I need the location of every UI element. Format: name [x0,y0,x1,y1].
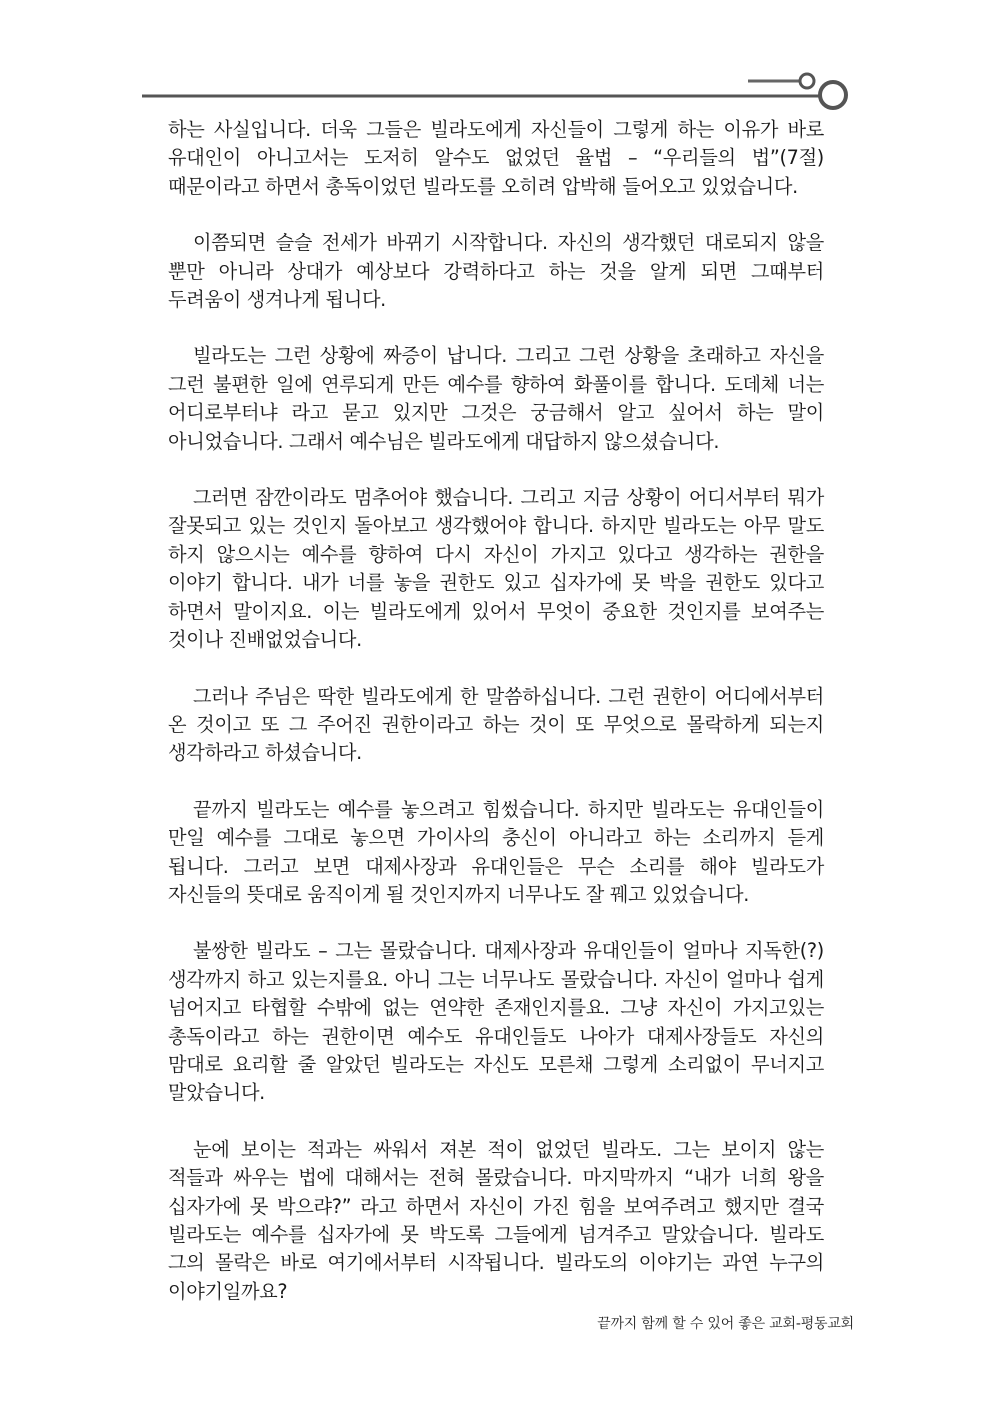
paragraph-2: 이쯤되면 슬슬 전세가 바뀌기 시작합니다. 자신의 생각했던 대로되지 않을 뿐만 아니라 상대가 예상보다 강력하다고 하는 것을 알게 되면 그때부터 두려움이 생겨나게 됩니다. [168,231,824,312]
paragraph-6: 끝까지 빌라도는 예수를 놓으려고 힘썼습니다. 하지만 빌라도는 유대인들이 만일 예수를 그대로 놓으면 가이사의 충신이 아니라고 하는 소리까지 듣게 됩니다. 그러고 보면 대제사장과 유대인들은 무슨 소리를 해야 빌라도가 자신들의 뜻대로 움직이게 될 것인지까지 너무나도 잘 꿰고 있었습니다. [168,797,824,906]
paragraph-1: 하는 사실입니다. 더욱 그들은 빌라도에게 자신들이 그렇게 하는 이유가 바로 유대인이 아니고서는 도저히 알수도 없었던 율법 – “우리들의 법”(7절) 때문이라고 하면서 총독이었던 빌라도를 오히려 압박해 들어오고 있었습니다. [168,118,824,198]
paragraph-8: 눈에 보이는 적과는 싸워서 져본 적이 없었던 빌라도. 그는 보이지 않는 적들과 싸우는 법에 대해서는 전혀 몰랐습니다. 마지막까지 “내가 너희 왕을 십자가에 못 박으랴?” 라고 하면서 자신이 가진 힘을 보여주려고 했지만 결국 빌라도는 예수를 십자가에 못 박도록 그들에게 넘겨주고 말았습니다. 빌라도 그의 몰락은 바로 여기에서부터 시작됩니다. 빌라도의 이야기는 과연 누구의 이야기일까요? [168,1137,824,1303]
header-rule-large-ring [820,82,846,108]
document-body [168,116,824,1334]
paragraph-7: 불쌍한 빌라도 – 그는 몰랐습니다. 대제사장과 유대인들이 얼마나 지독한(?) 생각까지 하고 있는지를요. 아니 그는 너무나도 몰랐습니다. 자신이 얼마나 쉽게 넘어지고 타협할 수밖에 없는 연약한 존재인지를요. 그냥 자신이 가지고있는 총독이라고 하는 권한이면 예수도 유대인들도 나아가 대제사장들도 자신의 맘대로 요리할 줄 알았던 빌라도는 자신도 모른채 그렇게 소리없이 무너지고 말았습니다. [168,939,824,1105]
paragraph-5: 그러나 주님은 딱한 빌라도에게 한 말씀하십니다. 그런 권한이 어디에서부터 온 것이고 또 그 주어진 권한이라고 하는 것이 또 무엇으로 몰락하게 되는지 생각하라고 하셨습니다. [168,684,824,765]
page-footer: 끝까지 함께 할 수 있어 좋은 교회-평동교회 [597,1316,854,1332]
header-rule-small-ring [800,74,814,88]
paragraph-4: 그러면 잠깐이라도 멈추어야 했습니다. 그리고 지금 상황이 어디서부터 뭐가 잘못되고 있는 것인지 돌아보고 생각했어야 합니다. 하지만 빌라도는 아무 말도 하지 않으시는 예수를 향하여 다시 자신이 가지고 있다고 생각하는 권한을 이야기 합니다. 내가 너를 놓을 권한도 있고 십자가에 못 박을 권한도 있다고 하면서 말이지요. 이는 빌라도에게 있어서 무엇이 중요한 것인지를 보여주는 것이나 진배없었습니다. [168,486,824,652]
header-rule-decoration [0,0,992,120]
paragraph-3: 빌라도는 그런 상황에 짜증이 납니다. 그리고 그런 상황을 초래하고 자신을 그런 불편한 일에 연루되게 만든 예수를 향하여 화풀이를 합니다. 도데체 너는 어디로부터냐 라고 묻고 있지만 그것은 궁금해서 알고 싶어서 하는 말이 아니었습니다. 그래서 예수님은 빌라도에게 대답하지 않으셨습니다. [168,344,824,453]
